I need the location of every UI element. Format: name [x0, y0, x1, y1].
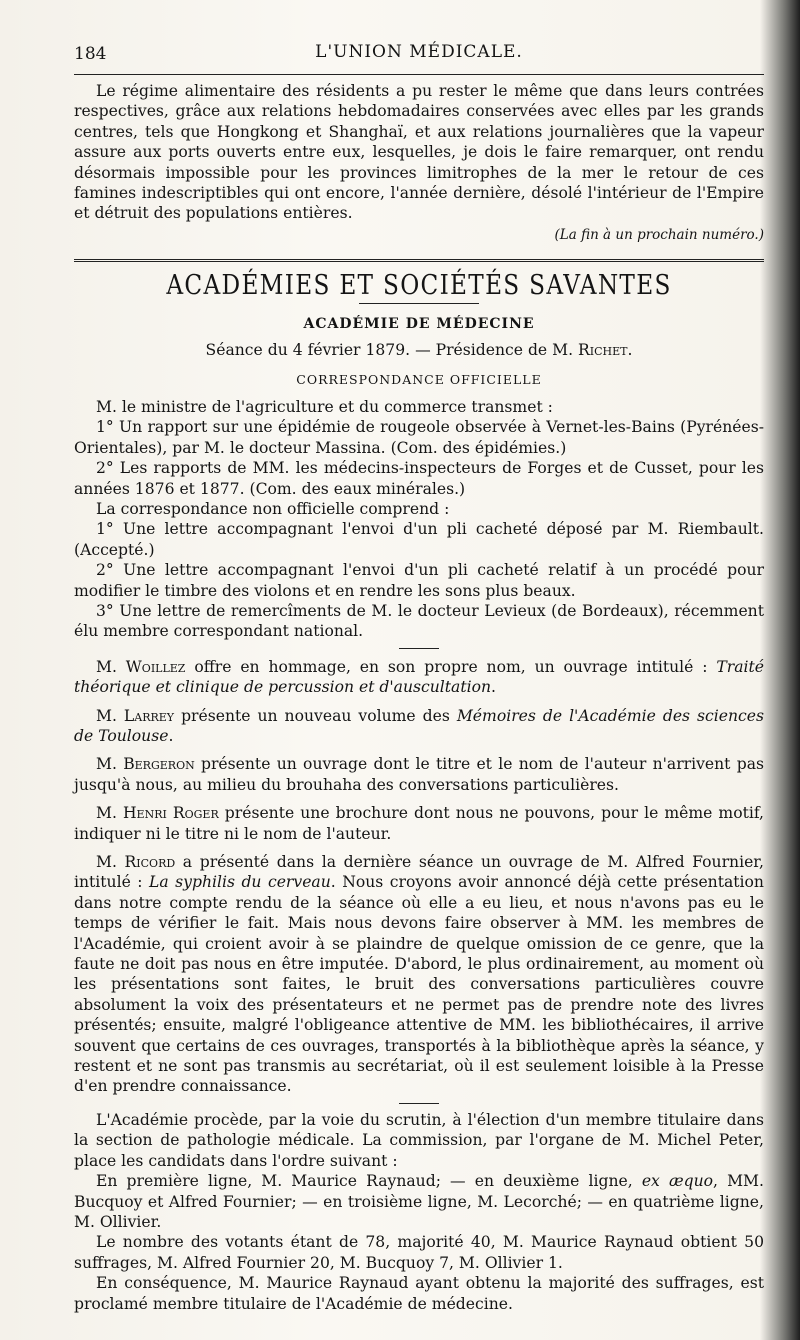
title-rule: [359, 303, 479, 304]
presentation-paragraph: M. Larrey présente un nouveau volume des Mémoires de l'Académie des sciences de Toulouse.: [74, 706, 764, 745]
book-title: La syphilis du cerveau: [149, 873, 331, 892]
seance-date: Séance du 4 février 1879. — Présidence de M.: [205, 341, 574, 360]
ricord-paragraph: M. Ricord a présenté dans la dernière séance un ouvrage de M. Alfred Fournier, intitulé : La syphilis du cerveau. Nous croyons avoir annoncé déjà cette présentation dans notre compte rendu de la séance où elle a eu lieu, et nous n'avons pas eu le temps de vérifier le fait. Mais nous devons faire observer à MM. les membres de l'Académie, qui croient avoir à se plaindre de quelque omission de ce genre, que la faute ne doit pas nous en être imputée. D'abord, le plus ordinairement, au moment où les présentations sont faites, le bruit des conversations particulières couvre absolument la voix des présentateurs et ne permet pas de prendre note des livres présentés; ensuite, malgré l'obligeance attentive de MM. les bibliothécaires, il arrive souvent que certains de ces ouvrages, transportés à la bibliothèque après la séance, y restent et ne sont pas transmis au secrétariat, où il est seulement loisible à la Presse d'en prendre connaissance.: [74, 853, 764, 1096]
list-item: 1° Un rapport sur une épidémie de rougeole observée à Vernet-les-Bains (Pyrénées-Orientales), par M. le docteur Massina. (Com. des épidémies.): [74, 418, 764, 457]
result-paragraph: En conséquence, M. Maurice Raynaud ayant obtenu la majorité des suffrages, est proclamé membre titulaire de l'Académie de médecine.: [74, 1274, 764, 1313]
presenter-name: M. Ricord: [96, 853, 176, 871]
continuation-note: [74, 224, 764, 245]
election-paragraph: L'Académie procède, par la voie du scrutin, à l'élection d'un membre titulaire dans la section de pathologie médicale. La commission, par l'organe de M. Michel Peter, place les candidats dans l'ordre suivant :: [74, 1110, 764, 1170]
journal-title: L'UNION MÉDICALE.: [315, 42, 523, 62]
non-officielle-line: La correspondance non officielle comprend :: [96, 499, 450, 518]
president-name: Richet: [578, 341, 628, 360]
continuation-text: (La fin à un prochain numéro.): [554, 226, 764, 243]
header-rule: [74, 74, 764, 75]
presenter-name: M. Woillez: [96, 657, 186, 676]
presenter-name: M. Henri Roger: [96, 804, 219, 823]
text-column: [74, 34, 764, 1314]
separator: [399, 1103, 439, 1104]
separator: [399, 648, 439, 649]
intro-paragraph: Le régime alimentaire des résidents a pu rester le même que dans leurs contrées respectives, grâce aux relations hebdomadaires conservées avec elles par les grands centres, tels que Hongkong et Shanghaï, et aux relations journalières que la vapeur assure aux ports ouverts entre eux, lesquelles, je dois le faire remarquer, ont rendu désormais impossible pour les provinces limitrophes de la mer le retour de ces famines indescriptibles qui ont encore, l'année dernière, désolé l'intérieur de l'Empire et détruit des populations entières.: [74, 82, 764, 223]
list-item: 2° Les rapports de MM. les médecins-inspecteurs de Forges et de Cusset, pour les années 1876 et 1877. (Com. des eaux minérales.): [74, 459, 764, 498]
book-title: Mémoires de l'Académie des sciences de Toulouse: [74, 706, 764, 745]
list-item: 3° Une lettre de remercîments de M. le docteur Levieux (de Bordeaux), récemment élu membre correspondant national.: [74, 601, 764, 641]
presentation-paragraph: M. Woillez offre en hommage, en son propre nom, un ouvrage intitulé : Traité théorique et clinique de percussion et d'auscultation.: [74, 657, 765, 697]
section-rule: [74, 259, 764, 266]
votes-paragraph: Le nombre des votants étant de 78, majorité 40, M. Maurice Raynaud obtient 50 suffrages, M. Alfred Fournier 20, M. Bucquoy 7, M. Ollivier 1.: [74, 1233, 764, 1272]
correspondance-heading: CORRESPONDANCE OFFICIELLE: [296, 372, 542, 388]
running-header: [74, 34, 764, 74]
book-title: Traité théorique et clinique de percussion et d'auscultation: [74, 657, 765, 697]
list-item: 1° Une lettre accompagnant l'envoi d'un pli cacheté déposé par M. Riembault. (Accepté.): [74, 520, 764, 559]
list-item: 2° Une lettre accompagnant l'envoi d'un pli cacheté relatif à un procédé pour modifier le timbre des violons et en rendre les sons plus beaux.: [74, 561, 764, 600]
presentation-paragraph: M. Bergeron présente un ouvrage dont le titre et le nom de l'auteur n'arrivent pas jusqu'à nous, au milieu du brouhaha des conversations particulières.: [74, 755, 764, 794]
subsection-title: ACADÉMIE DE MÉDECINE: [303, 315, 535, 332]
ministre-line: M. le ministre de l'agriculture et du commerce transmet :: [96, 397, 553, 416]
page-number: 184: [74, 44, 107, 64]
presenter-name: M. Bergeron: [96, 755, 195, 774]
section-title: ACADÉMIES ET SOCIÉTÉS SAVANTES: [166, 270, 672, 302]
presenter-name: M. Larrey: [96, 706, 175, 725]
candidates-paragraph: En première ligne, M. Maurice Raynaud; — en deuxième ligne, ex æquo, MM. Bucquoy et Alfred Fournier; — en troisième ligne, M. Lecorché; — en quatrième ligne, M. Ollivier.: [74, 1172, 764, 1231]
presentation-paragraph: M. Henri Roger présente une brochure dont nous ne pouvons, pour le même motif, indiquer ni le titre ni le nom de l'auteur.: [74, 804, 765, 843]
seance-line: Séance du 4 février 1879. — Présidence de M. Richet.: [205, 341, 633, 360]
